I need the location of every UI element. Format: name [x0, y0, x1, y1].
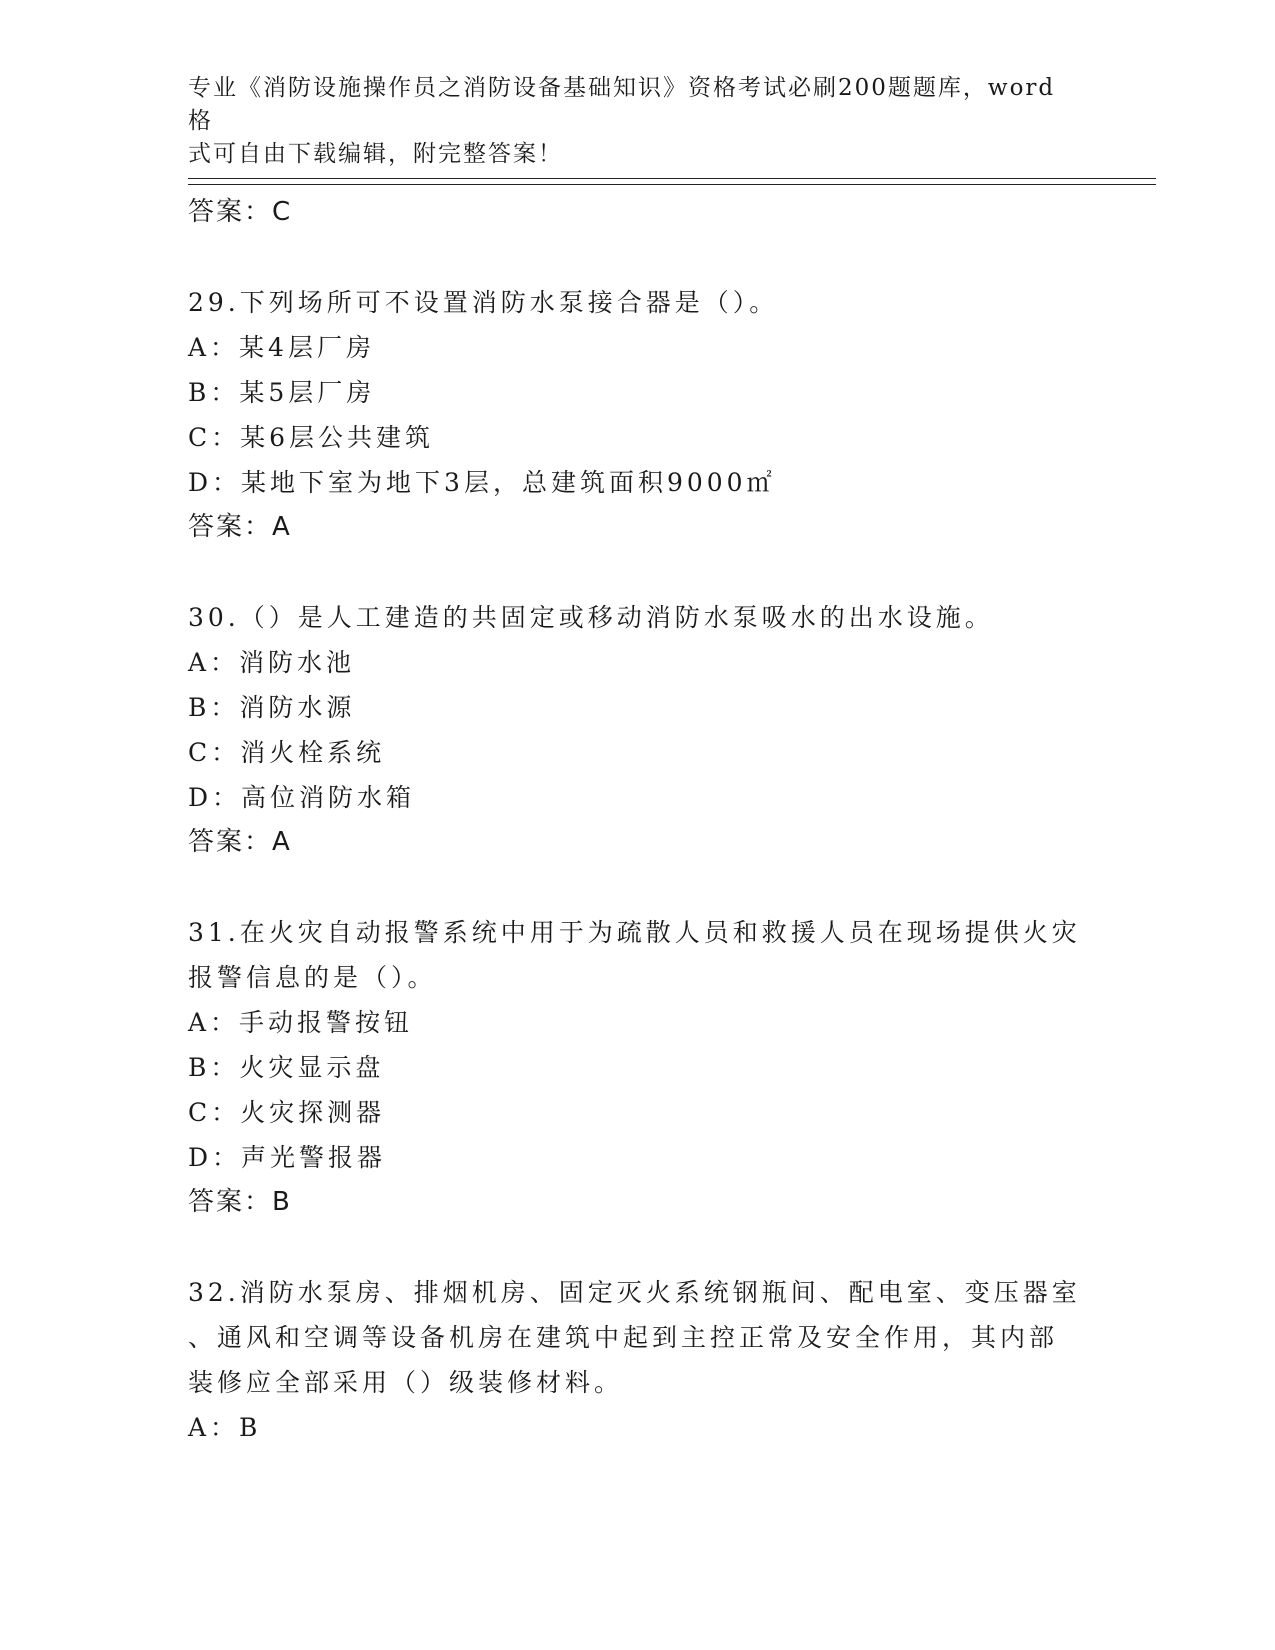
header-line-1: 专业《消防设施操作员之消防设备基础知识》资格考试必刷200题题库，word格 — [188, 75, 1056, 134]
question-answer: 答案：B — [188, 1187, 292, 1217]
spacer — [188, 865, 1088, 910]
option-b: B：消防水源 — [188, 693, 356, 722]
question-32 — [188, 1270, 1088, 1450]
spacer — [188, 550, 1088, 595]
option-d: D：高位消防水箱 — [188, 783, 416, 812]
header-divider-thick — [188, 184, 1156, 185]
option-a: A：B — [188, 1413, 262, 1442]
question-stem-line-2: 报警信息的是（）。 — [188, 963, 437, 992]
document-header — [188, 72, 1068, 171]
question-answer: 答案：A — [188, 512, 292, 542]
question-31 — [188, 910, 1088, 1225]
question-stem-line-2: 、通风和空调等设备机房在建筑中起到主控正常及安全作用，其内部 — [188, 1323, 1059, 1352]
question-stem-line-3: 装修应全部采用（）级装修材料。 — [188, 1368, 624, 1397]
question-stem: 29.下列场所可不设置消防水泵接合器是（）。 — [188, 288, 779, 317]
question-29 — [188, 280, 1088, 550]
option-c: C：火灾探测器 — [188, 1098, 386, 1127]
option-a: A：某4层厂房 — [188, 333, 375, 362]
header-line-2: 式可自由下载编辑，附完整答案！ — [188, 141, 563, 167]
header-divider-thin — [188, 178, 1156, 179]
spacer — [188, 235, 1088, 280]
option-a: A：手动报警按钮 — [188, 1008, 414, 1037]
option-b: B：火灾显示盘 — [188, 1053, 385, 1082]
question-stem-line-1: 32.消防水泵房、排烟机房、固定灭火系统钢瓶间、配电室、变压器室 — [188, 1278, 1081, 1307]
option-a: A：消防水池 — [188, 648, 356, 677]
option-b: B：某5层厂房 — [188, 378, 376, 407]
question-list — [188, 190, 1088, 1450]
question-stem: 30.（）是人工建造的共固定或移动消防水泵吸水的出水设施。 — [188, 603, 994, 632]
previous-answer: 答案：C — [188, 197, 293, 227]
option-d: D：某地下室为地下3层，总建筑面积9000㎡ — [188, 468, 776, 497]
question-30 — [188, 595, 1088, 865]
question-stem-line-1: 31.在火灾自动报警系统中用于为疏散人员和救援人员在现场提供火灾 — [188, 918, 1081, 947]
question-answer: 答案：A — [188, 827, 292, 857]
option-d: D：声光警报器 — [188, 1143, 387, 1172]
option-c: C：某6层公共建筑 — [188, 423, 435, 452]
spacer — [188, 1225, 1088, 1270]
option-c: C：消火栓系统 — [188, 738, 386, 767]
